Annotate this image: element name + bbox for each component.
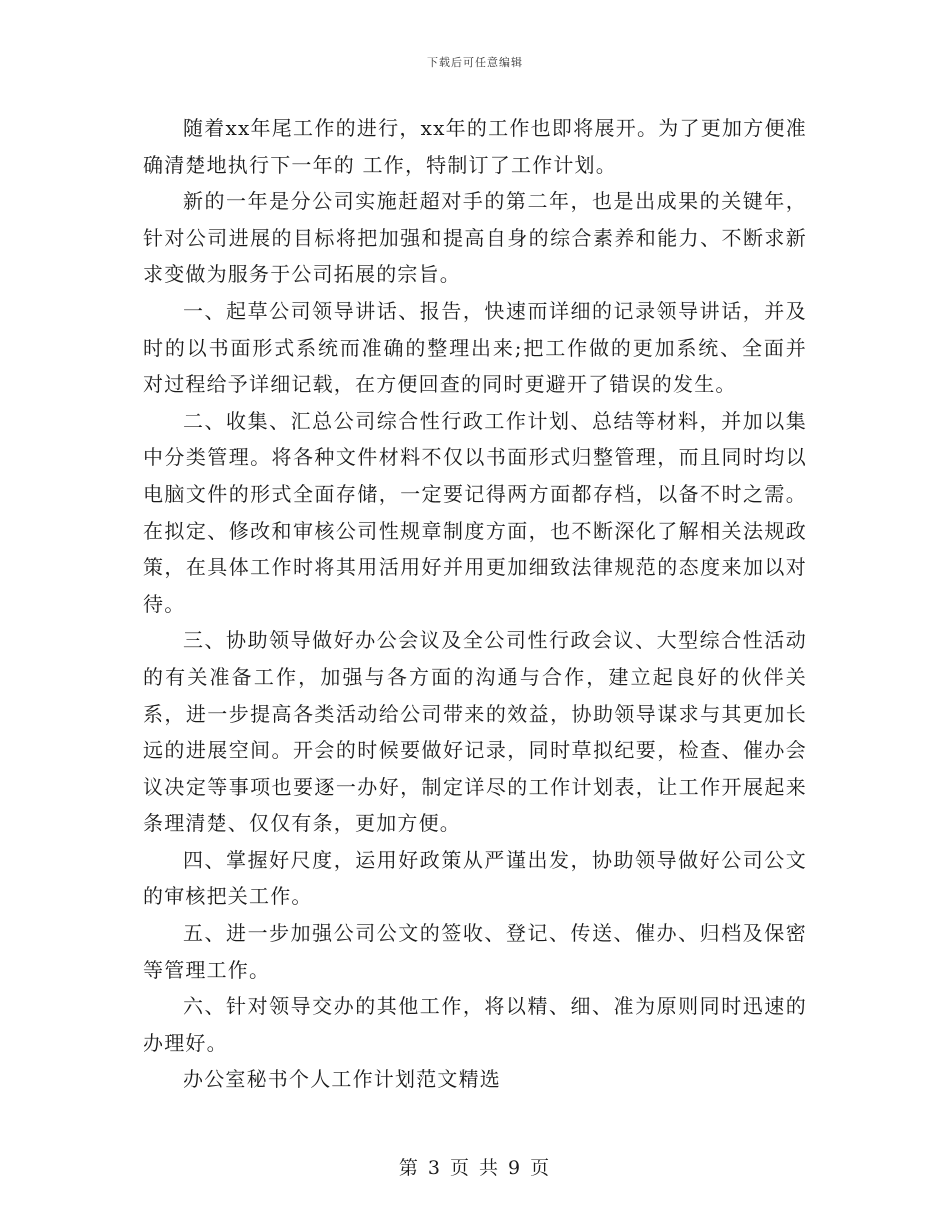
page-header: 下载后可任意编辑 xyxy=(427,56,523,69)
page-number: 第 3 页 共 9 页 xyxy=(398,1157,552,1179)
paragraph-item-2: 二、收集、汇总公司综合性行政工作计划、总结等材料，并加以集中分类管理。将各种文件材料不仅以书面形式归整管理，而且同时均以电脑文件的形式全面存储，一定要记得两方面都存档，以备不时之需。在拟定、修改和审核公司性规章制度方面，也不断深化了解相关法规政策，在具体工作时将其用活用好并用更加细致法律规范的态度来加以对待。 xyxy=(143,408,807,616)
section-title: 办公室秘书个人工作计划范文精选 xyxy=(183,1067,501,1092)
paragraph-intro: 随着xx年尾工作的进行，xx年的工作也即将展开。为了更加方便准确清楚地执行下一年的 工作，特制订了工作计划。 xyxy=(143,116,807,177)
paragraph-item-6: 六、针对领导交办的其他工作，将以精、细、准为原则同时迅速的办理好。 xyxy=(143,994,807,1055)
document-body xyxy=(143,110,807,1098)
paragraph-item-5: 五、进一步加强公司公文的签收、登记、传送、催办、归档及保密等管理工作。 xyxy=(143,921,807,982)
paragraph-new-year: 新的一年是分公司实施赶超对手的第二年，也是出成果的关键年，针对公司进展的目标将把加强和提高自身的综合素养和能力、不断求新求变做为服务于公司拓展的宗旨。 xyxy=(143,189,807,287)
paragraph-item-3: 三、协助领导做好办公会议及全公司性行政会议、大型综合性活动的有关准备工作，加强与各方面的沟通与合作，建立起良好的伙伴关系，进一步提高各类活动给公司带来的效益，协助领导谋求与其更加长远的进展空间。开会的时候要做好记录，同时草拟纪要，检查、催办会议决定等事项也要逐一办好，制定详尽的工作计划表，让工作开展起来条理清楚、仅仅有条，更加方便。 xyxy=(143,628,807,836)
paragraph-item-1: 一、起草公司领导讲话、报告，快速而详细的记录领导讲话，并及时的以书面形式系统而准确的整理出来;把工作做的更加系统、全面并对过程给予详细记载，在方便回查的同时更避开了错误的发生。 xyxy=(143,298,807,397)
paragraph-item-4: 四、掌握好尺度，运用好政策从严谨出发，协助领导做好公司公文的审核把关工作。 xyxy=(143,847,807,909)
